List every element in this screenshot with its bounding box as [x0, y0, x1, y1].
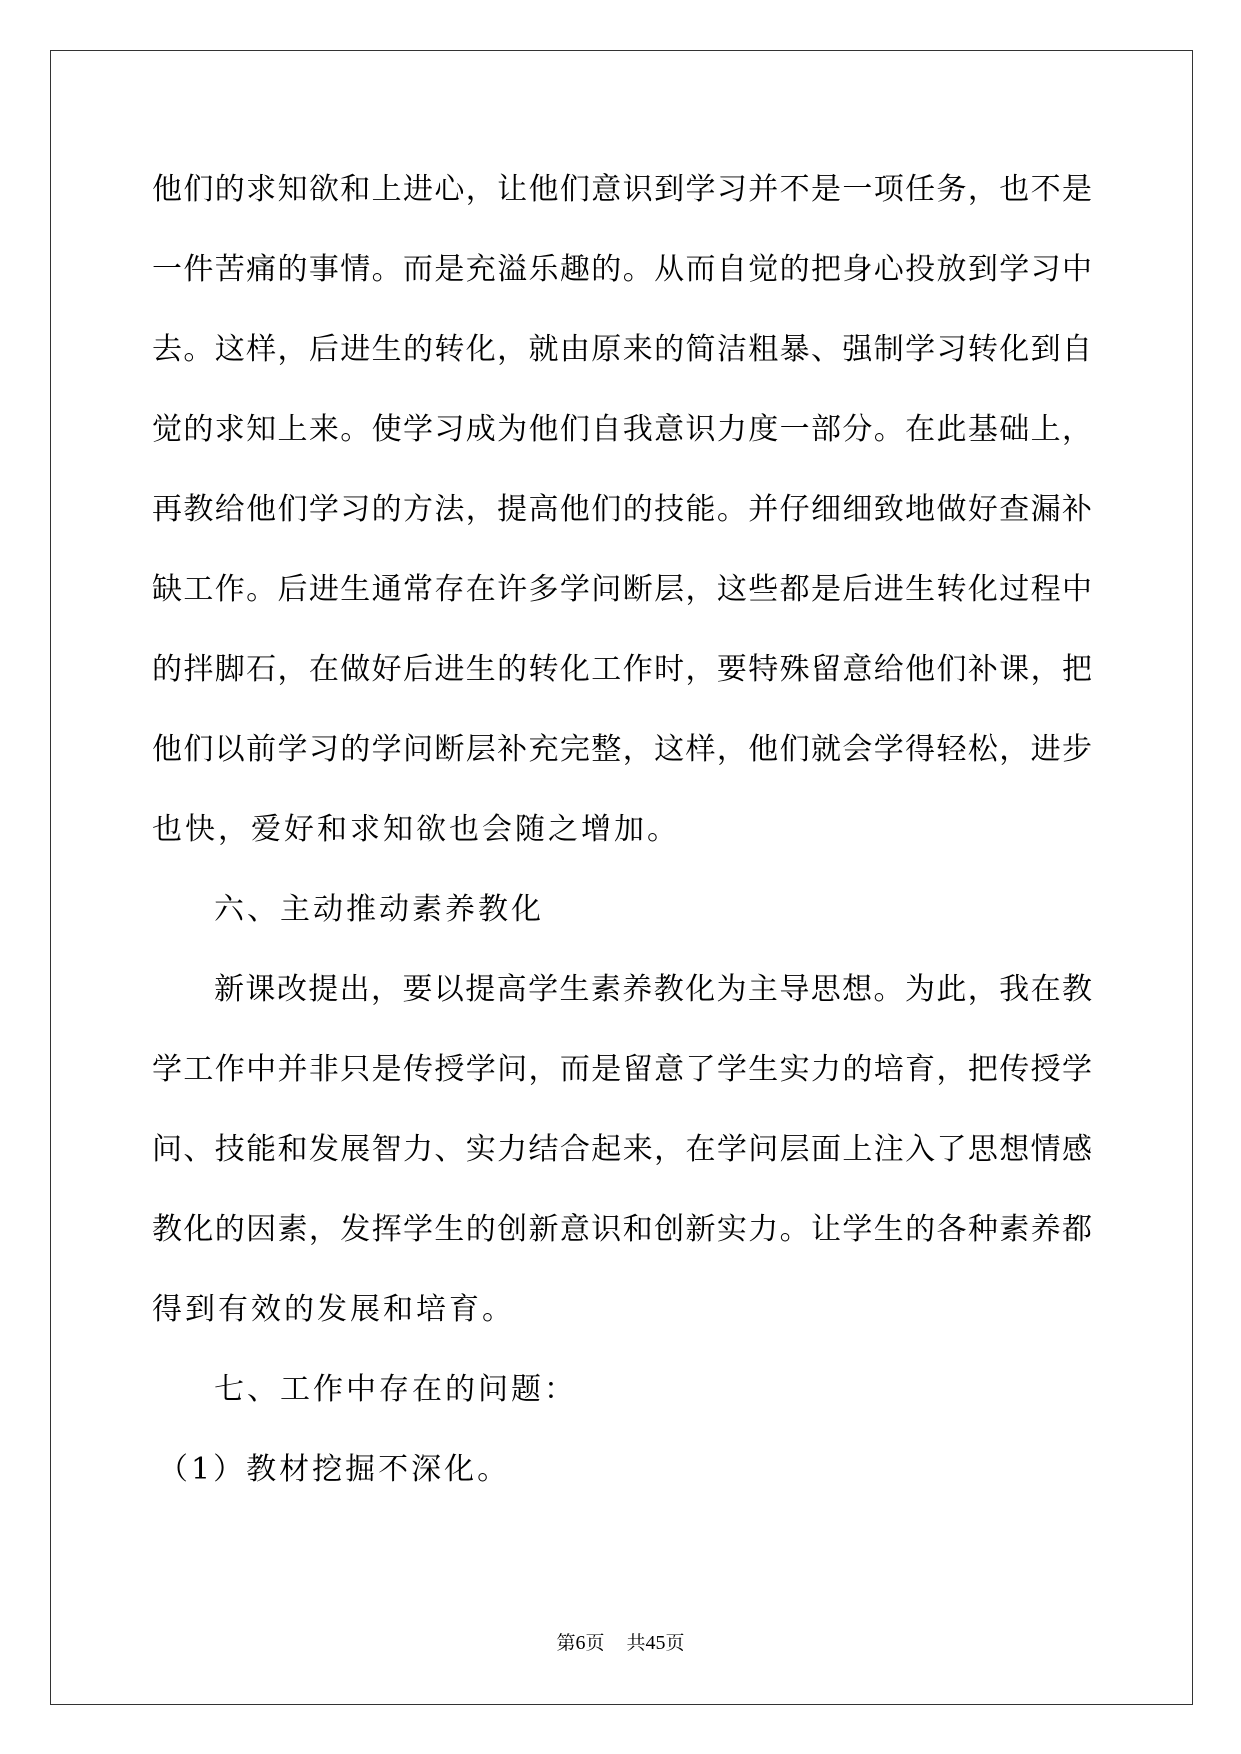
text-line: 去。这样，后进生的转化，就由原来的简洁粗暴、强制学习转化到自 — [152, 332, 1092, 367]
total-suffix: 页 — [665, 1632, 685, 1654]
text-line: 问、技能和发展智力、实力结合起来，在学问层面上注入了思想情感 — [152, 1132, 1092, 1167]
text-line: 他们以前学习的学问断层补充完整，这样，他们就会学得轻松，进步 — [152, 732, 1092, 767]
text-line: 再教给他们学习的方法，提高他们的技能。并仔细细致地做好查漏补 — [152, 492, 1092, 527]
text-line: 他们的求知欲和上进心，让他们意识到学习并不是一项任务，也不是 — [152, 172, 1092, 207]
text-line: 教化的因素，发挥学生的创新意识和创新实力。让学生的各种素养都 — [152, 1212, 1092, 1247]
text-line: 得到有效的发展和培育。 — [152, 1292, 515, 1327]
section-heading-6: 六、主动推动素养教化 — [214, 892, 544, 927]
text-line: 也快，爱好和求知欲也会随之增加。 — [152, 812, 680, 847]
text-line: 缺工作。后进生通常存在许多学问断层，这些都是后进生转化过程中 — [152, 572, 1092, 607]
text-line: 新课改提出，要以提高学生素养教化为主导思想。为此，我在教 — [214, 972, 1092, 1007]
total-prefix: 共 — [626, 1632, 646, 1654]
total-pages: 45 — [645, 1632, 666, 1654]
list-item: （1）教材挖掘不深化。 — [158, 1452, 511, 1487]
page-footer — [0, 1628, 1241, 1655]
text-line: 学工作中并非只是传授学问，而是留意了学生实力的培育，把传授学 — [152, 1052, 1092, 1087]
text-line: 觉的求知上来。使学习成为他们自我意识力度一部分。在此基础上， — [152, 412, 1092, 447]
text-line: 的拌脚石，在做好后进生的转化工作时，要特殊留意给他们补课，把 — [152, 652, 1092, 687]
page-number: 6 — [575, 1632, 586, 1654]
document-body — [152, 150, 1092, 1510]
text-line: 一件苦痛的事情。而是充溢乐趣的。从而自觉的把身心投放到学习中 — [152, 252, 1092, 287]
page-suffix: 页 — [585, 1632, 605, 1654]
section-heading-7: 七、工作中存在的问题： — [214, 1372, 577, 1407]
page-prefix: 第 — [556, 1632, 576, 1654]
